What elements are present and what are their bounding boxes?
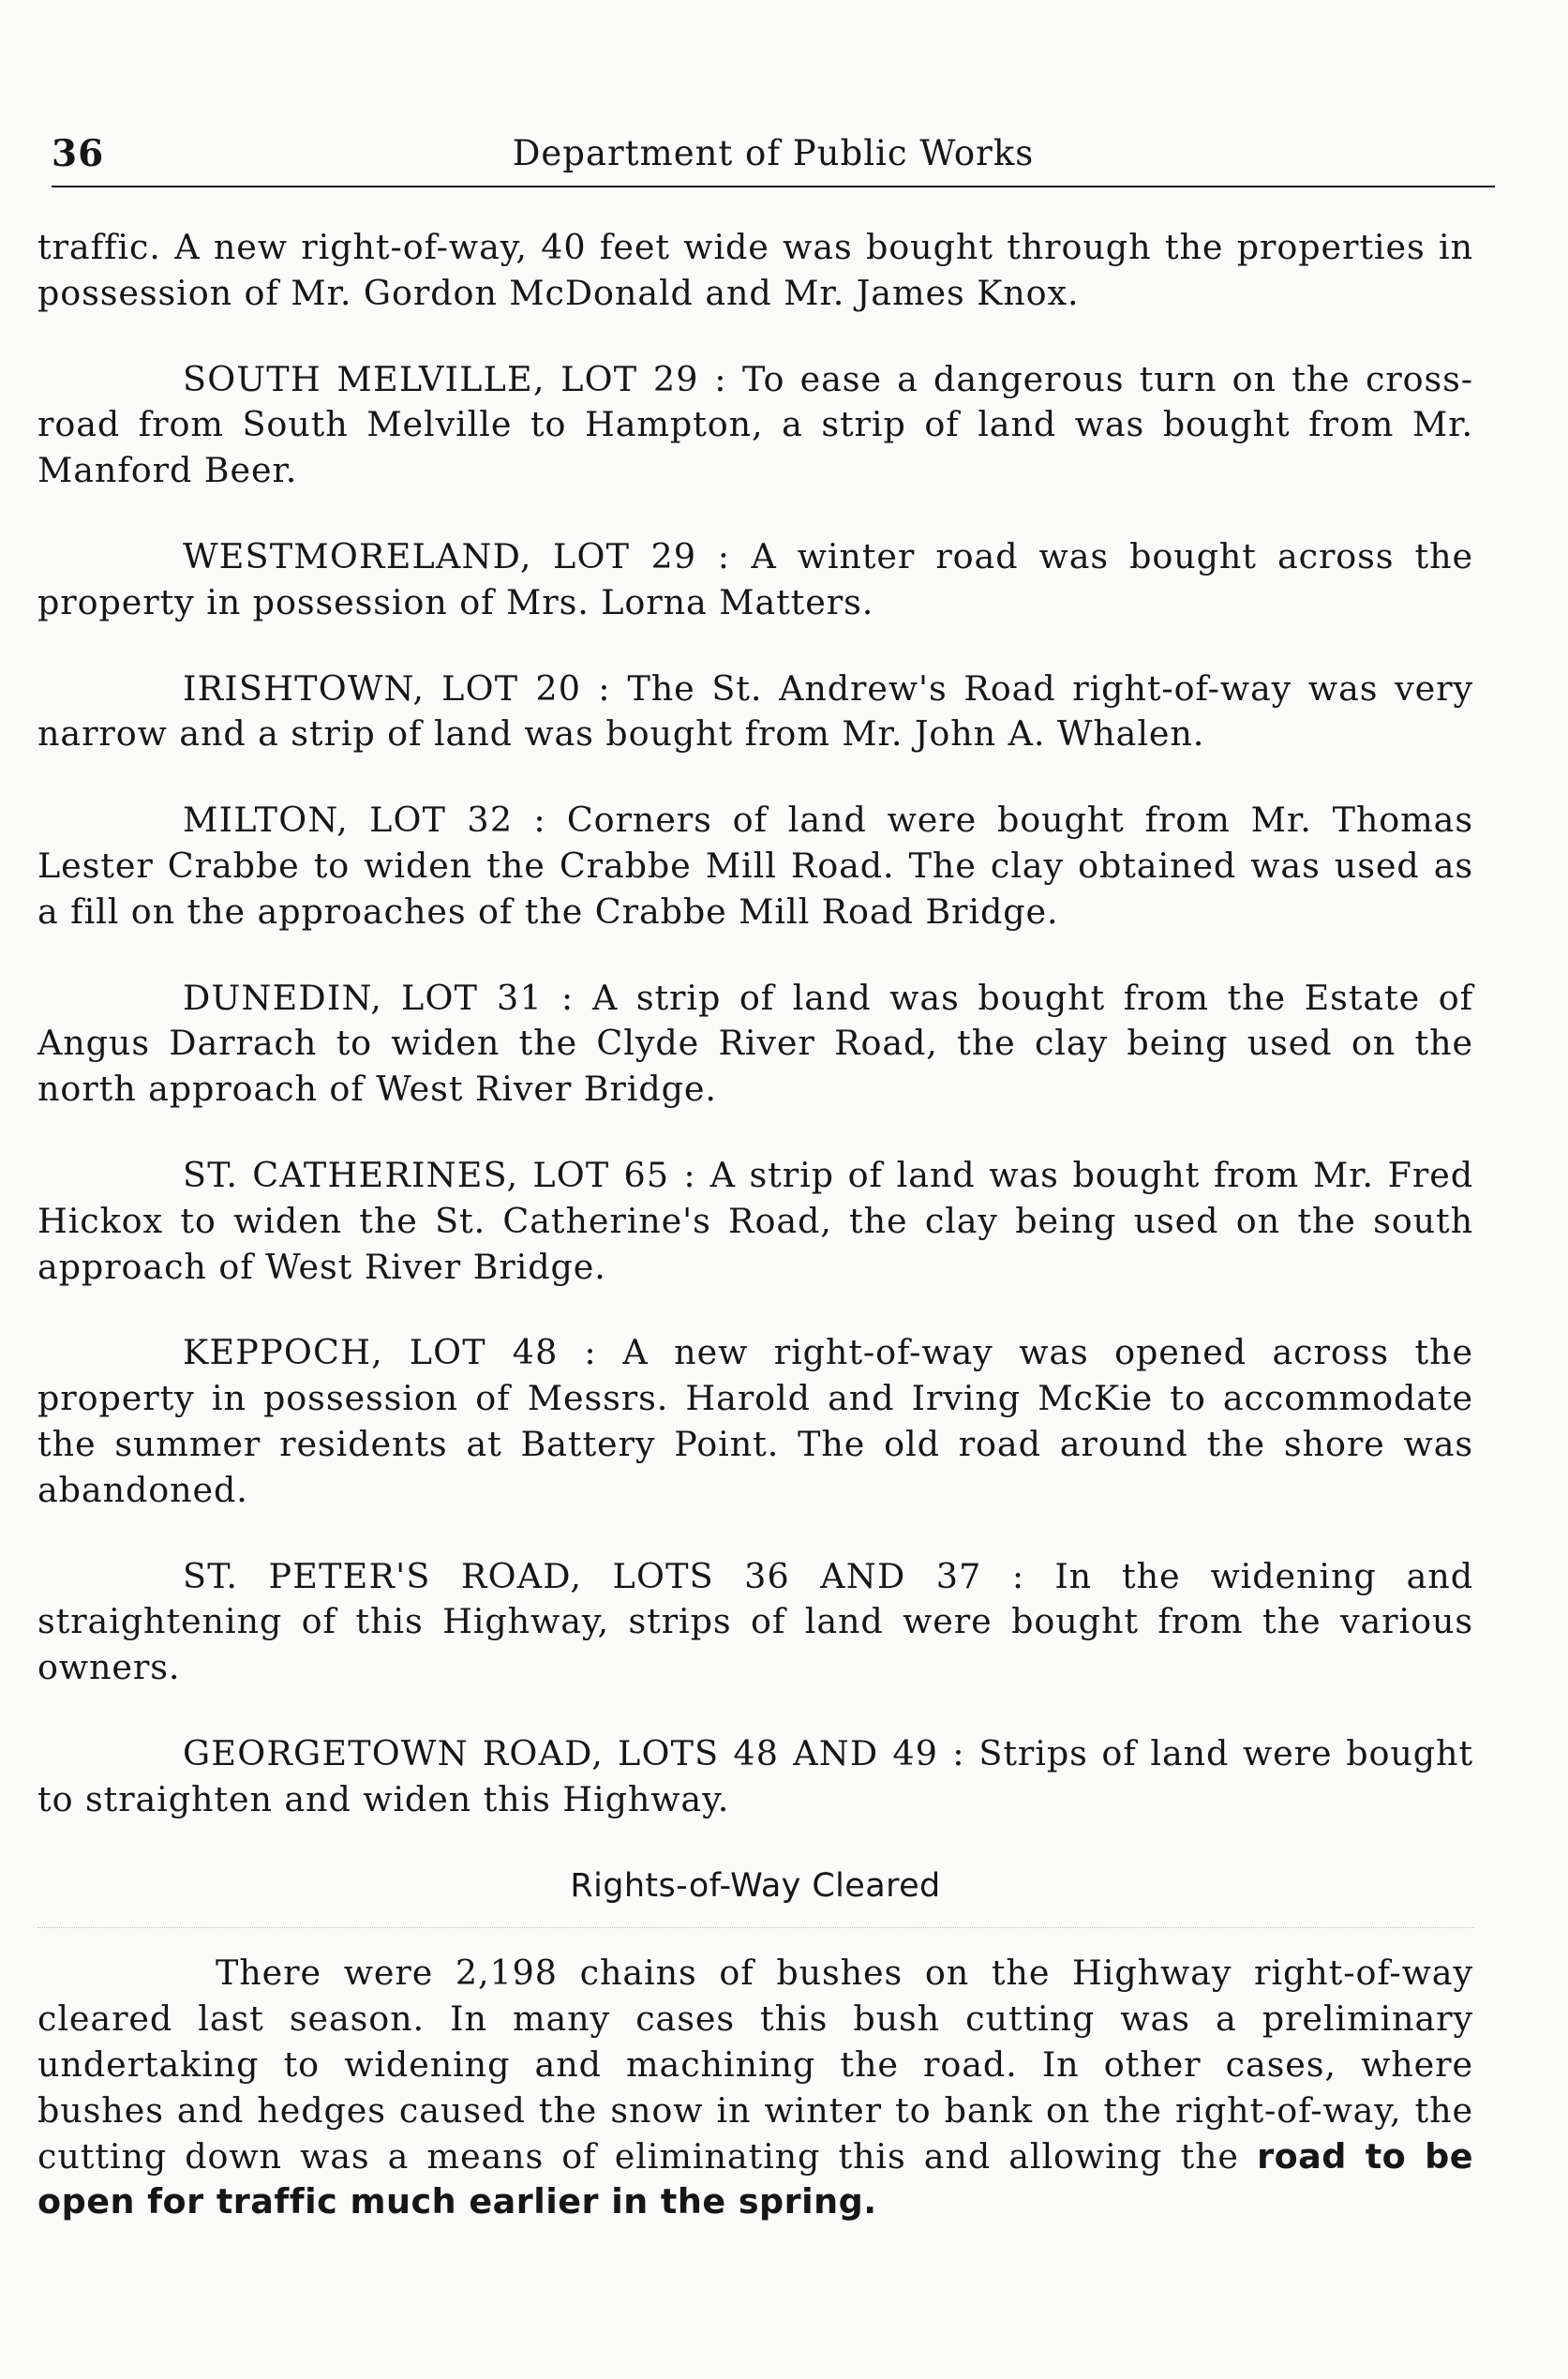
entry-st-peters-road: [37, 1554, 1473, 1691]
entry-irishtown: [37, 666, 1473, 758]
entry-westmoreland: [37, 534, 1473, 626]
entry-label: SOUTH MELVILLE, LOT 29 :: [183, 358, 727, 399]
entry-st-catherines: [37, 1153, 1473, 1290]
page-header: [52, 131, 1495, 187]
entry-dunedin: [37, 976, 1473, 1113]
entry-text: To ease a dangerous turn on the cross-road from South Melville to Hampton, a strip of land was bought from Mr. Manford Beer.: [37, 358, 1474, 491]
running-title: Department of Public Works: [512, 133, 1035, 173]
cleared-paragraph-text: There were 2,198 chains of bushes on the Highway right-of-way cleared last season. In many cases this bush cutting was a preliminary undertaking to widening and machining the road. In other cases, where bushes and hedges caused the snow in winter to bank on the right-of-way, the cutting down was a means of eliminating this and allowing the: [37, 1953, 1473, 2177]
entry-milton: [37, 798, 1473, 935]
rights-of-way-cleared-paragraph: [37, 1951, 1473, 2225]
entry-text: Corners of land were bought from Mr. Thomas Lester Crabbe to widen the Crabbe Mill Road. The clay obtained was used as a fill on the approaches of the Crabbe Mill Road Bridge.: [37, 800, 1473, 932]
document-body: [37, 225, 1473, 2266]
page-number: 36: [52, 132, 105, 175]
entry-text: Strips of land were bought to straighten and widen this Highway.: [37, 1732, 1473, 1819]
entry-label: WESTMORELAND, LOT 29 :: [183, 535, 731, 576]
closing-line: road to be open for traffic much earlier in the spring.: [37, 2135, 1473, 2222]
entry-text: In the widening and straightening of this Highway, strips of land were bought from the various owners.: [37, 1555, 1473, 1688]
entry-label: IRISHTOWN, LOT 20 :: [183, 667, 611, 709]
entry-text: A strip of land was bought from Mr. Fred Hickox to widen the St. Catherine's Road, the clay being used on the south approach of West River Bridge.: [37, 1154, 1473, 1287]
entry-text: A new right-of-way was opened across the property in possession of Messrs. Harold and Irving McKie to accommodate the summer residents at Battery Point. The old road around the shore was abandoned.: [37, 1332, 1473, 1510]
intro-paragraph: traffic. A new right-of-way, 40 feet wide was bought through the properties in possession of Mr. Gordon McDonald and Mr. James Knox.: [37, 227, 1473, 313]
entry-label: ST. CATHERINES, LOT 65 :: [183, 1154, 696, 1195]
entry-text: A strip of land was bought from the Estate of Angus Darrach to widen the Clyde River Road, the clay being used on the north approach of West River Bridge.: [37, 977, 1473, 1110]
entry-label: MILTON, LOT 32 :: [183, 800, 546, 841]
section-heading: Rights-of-Way Cleared: [37, 1863, 1473, 1929]
entry-text: The St. Andrew's Road right-of-way was very narrow and a strip of land was bought from Mr. John A. Whalen.: [37, 667, 1473, 755]
entry-label: ST. PETER'S ROAD, LOTS 36 AND 37 :: [183, 1555, 1025, 1596]
entry-label: GEORGETOWN ROAD, LOTS 48 AND 49 :: [183, 1732, 965, 1773]
entry-georgetown-road: [37, 1731, 1473, 1823]
entry-south-melville: [37, 357, 1473, 494]
entry-keppoch: [37, 1330, 1473, 1513]
entry-label: DUNEDIN, LOT 31 :: [183, 977, 575, 1018]
entry-label: KEPPOCH, LOT 48 :: [183, 1332, 597, 1373]
entry-text: A winter road was bought across the property in possession of Mrs. Lorna Matters.: [37, 535, 1473, 622]
